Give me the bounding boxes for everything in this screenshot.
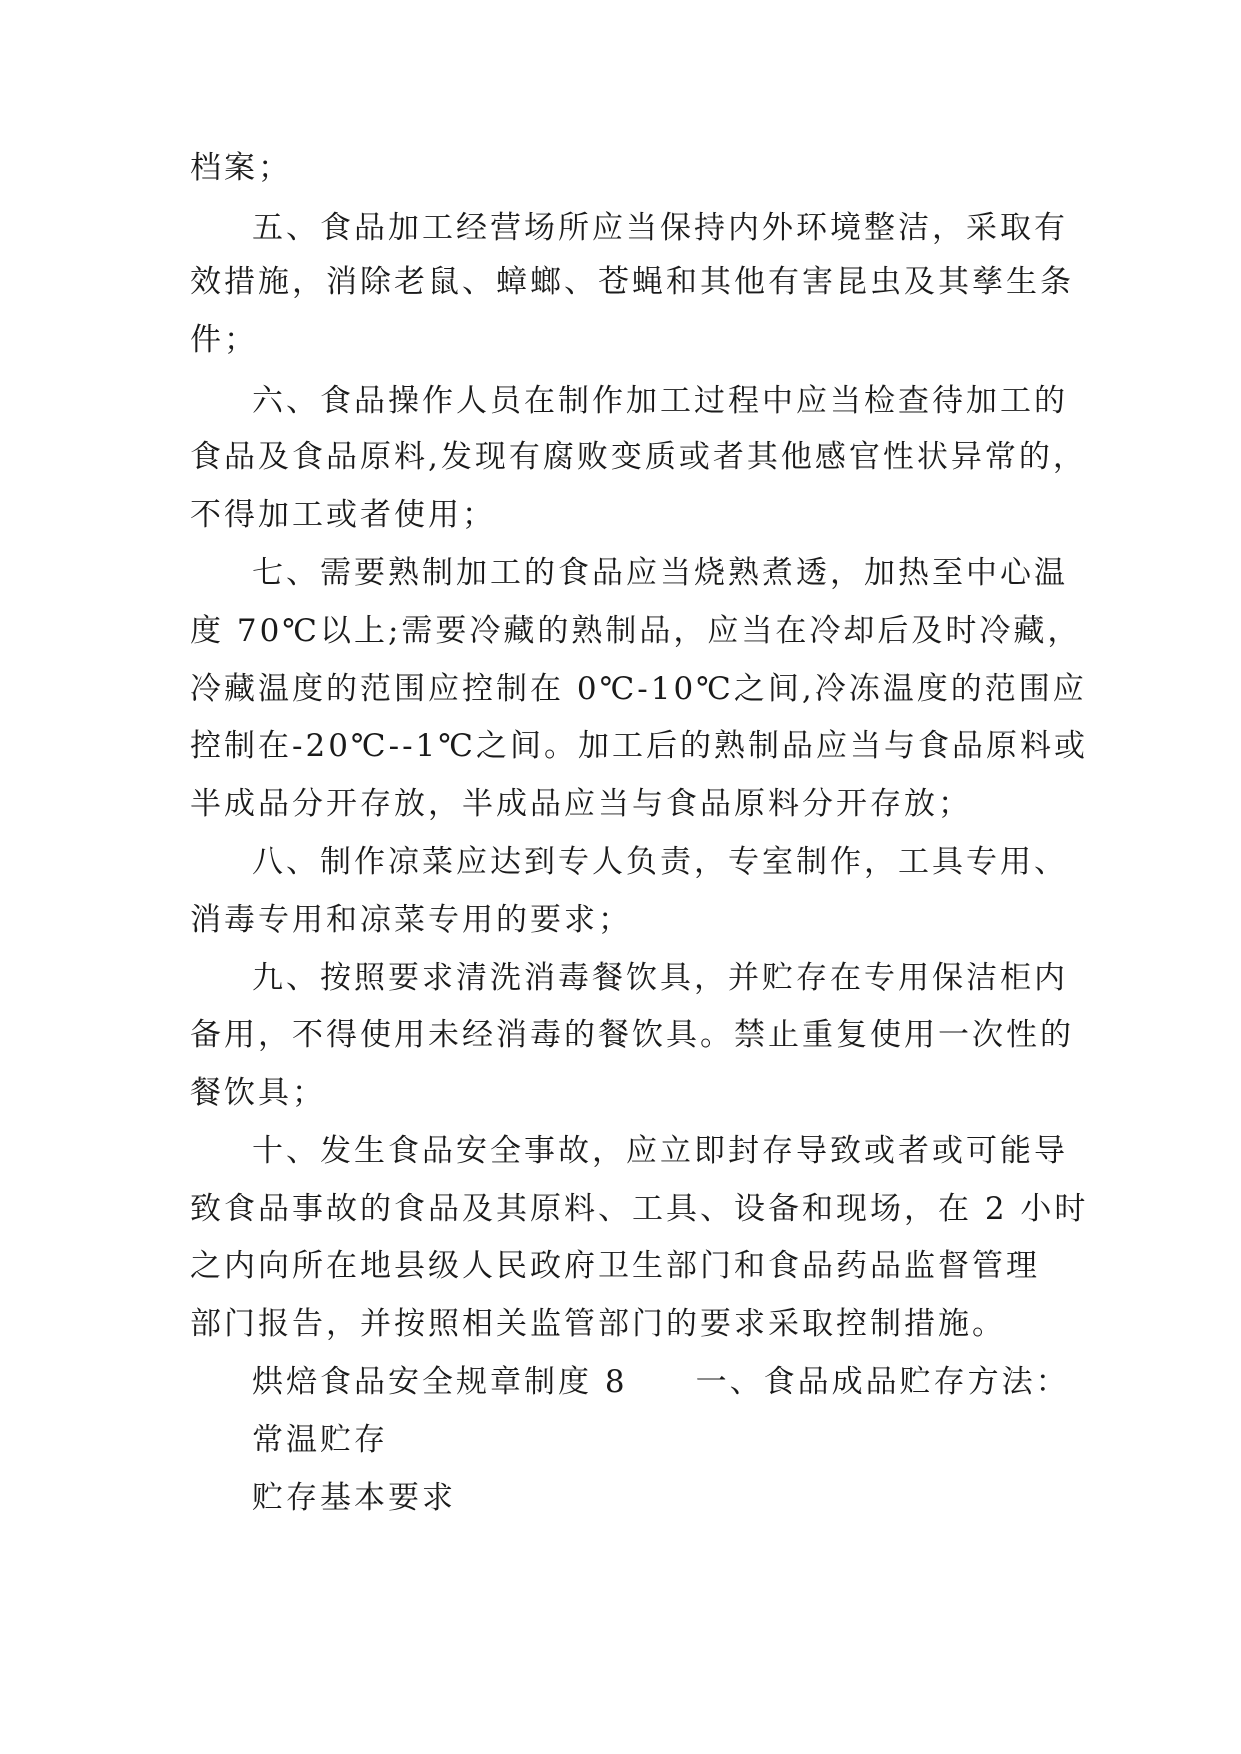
paragraph-10-line: 十、发生食品安全事故，应立即封存导致或者或可能导	[252, 1133, 1068, 1169]
paragraph-6-line: 六、食品操作人员在制作加工过程中应当检查待加工的	[252, 383, 1068, 419]
text-line: 效措施，消除老鼠、蟑螂、苍蝇和其他有害昆虫及其孳生条	[190, 264, 1074, 300]
text-line: 冷藏温度的范围应控制在 0℃-10℃之间,冷冻温度的范围应	[190, 671, 1087, 707]
paragraph-8-line: 八、制作凉菜应达到专人负责，专室制作，工具专用、	[252, 844, 1068, 880]
text-line: 消毒专用和凉菜专用的要求；	[190, 902, 632, 938]
text-line: 食品及食品原料,发现有腐败变质或者其他感官性状异常的，	[190, 439, 1087, 475]
text-line: 餐饮具；	[190, 1075, 326, 1111]
section-heading: 烘焙食品安全规章制度 8 一、食品成品贮存方法：	[252, 1364, 1070, 1400]
text-line: 不得加工或者使用；	[190, 497, 496, 533]
text-line: 半成品分开存放，半成品应当与食品原料分开存放；	[190, 786, 972, 822]
text-line: 致食品事故的食品及其原料、工具、设备和现场，在 2 小时	[190, 1191, 1089, 1227]
text-line: 备用，不得使用未经消毒的餐饮具。禁止重复使用一次性的	[190, 1017, 1074, 1053]
text-line: 部门报告，并按照相关监管部门的要求采取控制措施。	[190, 1306, 1006, 1342]
paragraph-7-line: 七、需要熟制加工的食品应当烧熟煮透，加热至中心温	[252, 555, 1068, 591]
text-line: 档案；	[190, 150, 292, 186]
text-line: 之内向所在地县级人民政府卫生部门和食品药品监督管理	[190, 1248, 1040, 1284]
subheading-storage-requirements: 贮存基本要求	[252, 1480, 456, 1516]
text-line: 度 70℃以上;需要冷藏的熟制品，应当在冷却后及时冷藏，	[190, 613, 1082, 649]
text-line: 控制在-20℃--1℃之间。加工后的熟制品应当与食品原料或	[190, 728, 1088, 764]
paragraph-9-line: 九、按照要求清洗消毒餐饮具，并贮存在专用保洁柜内	[252, 960, 1068, 996]
subheading-room-temp-storage: 常温贮存	[252, 1422, 388, 1458]
paragraph-5-line: 五、食品加工经营场所应当保持内外环境整洁，采取有	[252, 210, 1068, 246]
text-line: 件；	[190, 322, 258, 358]
